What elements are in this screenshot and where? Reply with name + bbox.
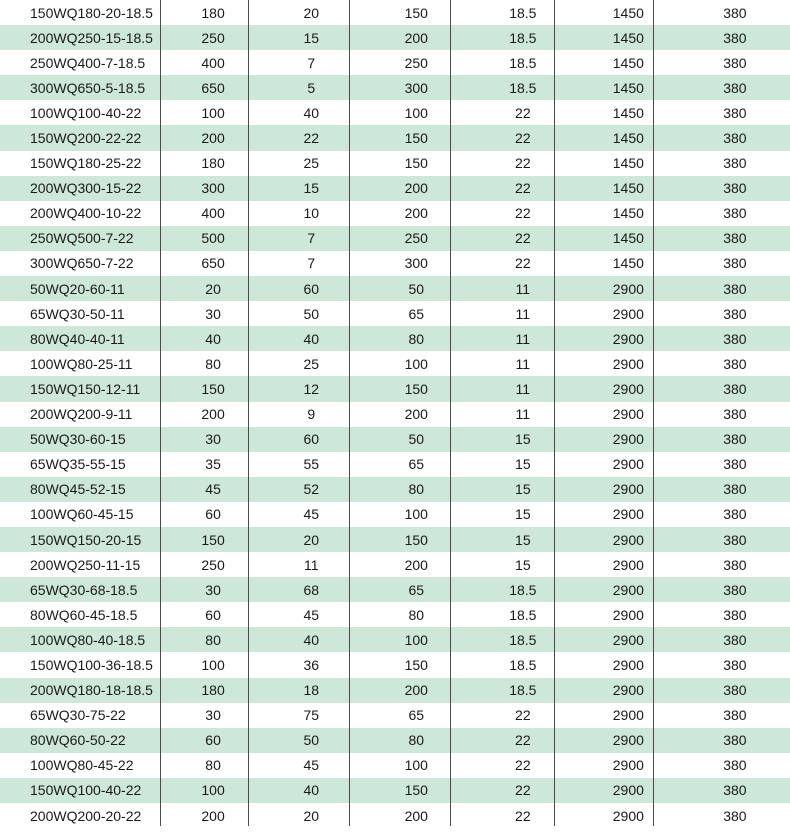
cell-head: 75 (303, 707, 320, 724)
cell-model: 65WQ30-68-18.5 (0, 577, 167, 602)
cell-speed: 2900 (612, 656, 644, 673)
cell-model: 100WQ80-45-22 (30, 757, 134, 774)
cell-head: 12 (259, 376, 364, 401)
cell-speed: 1450 (577, 125, 680, 150)
cell-flow: 300 (167, 176, 258, 201)
table-row (0, 703, 790, 728)
cell-outlet: 65 (364, 577, 469, 602)
cell-head: 36 (303, 656, 320, 673)
cell-voltage: 380 (723, 506, 747, 523)
cell-flow: 200 (201, 807, 225, 824)
cell-speed: 1450 (612, 205, 644, 222)
cell-voltage: 380 (723, 155, 747, 172)
cell-model: 100WQ60-45-15 (30, 506, 134, 523)
cell-voltage: 380 (723, 205, 747, 222)
cell-speed: 2900 (612, 757, 644, 774)
cell-speed: 2900 (612, 707, 644, 724)
cell-voltage: 380 (680, 326, 790, 351)
cell-head: 45 (303, 606, 320, 623)
cell-speed: 2900 (577, 678, 680, 703)
cell-voltage: 380 (680, 226, 790, 251)
cell-flow: 650 (167, 75, 258, 100)
cell-speed: 1450 (577, 226, 680, 251)
cell-voltage: 380 (680, 477, 790, 502)
cell-model: 200WQ400-10-22 (30, 205, 142, 222)
cell-voltage: 380 (680, 176, 790, 201)
cell-model: 65WQ30-50-11 (30, 305, 125, 322)
column-divider (248, 0, 249, 826)
table-row (0, 502, 790, 527)
cell-head: 68 (259, 577, 364, 602)
table-row (0, 627, 790, 652)
table-row (0, 753, 790, 778)
cell-power: 11 (469, 276, 577, 301)
cell-model: 50WQ20-60-11 (0, 276, 167, 301)
cell-speed: 2900 (577, 577, 680, 602)
cell-speed: 2900 (577, 627, 680, 652)
cell-model: 100WQ80-25-11 (30, 355, 133, 372)
cell-speed: 2900 (577, 376, 680, 401)
cell-flow: 30 (205, 707, 221, 724)
table-row (0, 652, 790, 677)
table-row (0, 477, 790, 502)
cell-head: 20 (303, 4, 320, 21)
cell-power: 11 (469, 326, 577, 351)
cell-head: 40 (303, 104, 320, 121)
cell-model: 250WQ500-7-22 (0, 226, 167, 251)
cell-speed: 2900 (612, 506, 644, 523)
cell-outlet: 80 (364, 728, 469, 753)
table-row (0, 50, 790, 75)
cell-flow: 250 (201, 556, 225, 573)
cell-head: 15 (259, 25, 364, 50)
cell-outlet: 200 (364, 25, 469, 50)
cell-flow: 45 (167, 477, 258, 502)
table-row (0, 226, 790, 251)
table-row (0, 728, 790, 753)
table-row (0, 778, 790, 803)
cell-voltage: 380 (680, 276, 790, 301)
table-row (0, 251, 790, 276)
cell-outlet: 200 (404, 406, 428, 423)
cell-voltage: 380 (680, 678, 790, 703)
cell-power: 22 (515, 104, 531, 121)
cell-outlet: 100 (404, 757, 428, 774)
cell-speed: 2900 (577, 427, 680, 452)
cell-outlet: 200 (404, 205, 428, 222)
cell-head: 40 (259, 778, 364, 803)
cell-outlet: 200 (364, 678, 469, 703)
cell-outlet: 150 (364, 527, 469, 552)
cell-head: 5 (259, 75, 364, 100)
table-row (0, 151, 790, 176)
cell-model: 65WQ35-55-15 (30, 456, 126, 473)
cell-model: 100WQ80-40-18.5 (0, 627, 167, 652)
cell-speed: 2900 (612, 807, 644, 824)
cell-model: 150WQ150-20-15 (0, 527, 167, 552)
cell-flow: 30 (167, 577, 258, 602)
cell-flow: 650 (201, 255, 225, 272)
cell-flow: 500 (167, 226, 258, 251)
cell-power: 18.5 (469, 25, 577, 50)
cell-voltage: 380 (680, 125, 790, 150)
cell-outlet: 80 (364, 326, 469, 351)
cell-speed: 2900 (612, 456, 644, 473)
cell-flow: 200 (201, 406, 225, 423)
cell-speed: 1450 (612, 104, 644, 121)
cell-power: 18.5 (509, 4, 537, 21)
cell-flow: 80 (205, 757, 221, 774)
cell-power: 22 (469, 176, 577, 201)
cell-power: 18.5 (469, 627, 577, 652)
column-divider (450, 0, 451, 826)
cell-head: 18 (259, 678, 364, 703)
cell-power: 18.5 (469, 75, 577, 100)
cell-head: 60 (259, 427, 364, 452)
cell-model: 80WQ60-45-18.5 (30, 606, 138, 623)
cell-flow: 30 (205, 305, 221, 322)
cell-power: 15 (469, 427, 577, 452)
cell-voltage: 380 (723, 255, 747, 272)
cell-model: 80WQ60-50-22 (0, 728, 167, 753)
cell-voltage: 380 (723, 104, 747, 121)
cell-speed: 2900 (577, 477, 680, 502)
cell-outlet: 200 (364, 176, 469, 201)
cell-power: 15 (515, 506, 531, 523)
cell-power: 11 (515, 406, 531, 423)
cell-flow: 150 (167, 527, 258, 552)
cell-model: 200WQ180-18-18.5 (0, 678, 167, 703)
table-row (0, 176, 790, 201)
cell-power: 11 (515, 305, 531, 322)
cell-voltage: 380 (723, 355, 747, 372)
table-row (0, 125, 790, 150)
cell-voltage: 380 (723, 305, 747, 322)
cell-flow: 80 (167, 627, 258, 652)
cell-head: 22 (259, 125, 364, 150)
cell-head: 45 (303, 757, 320, 774)
cell-outlet: 80 (364, 477, 469, 502)
cell-power: 22 (515, 205, 531, 222)
cell-power: 22 (469, 226, 577, 251)
cell-flow: 200 (167, 125, 258, 150)
cell-model: 150WQ150-12-11 (0, 376, 167, 401)
cell-speed: 2900 (612, 606, 644, 623)
table-row (0, 452, 790, 477)
cell-model: 150WQ100-36-18.5 (30, 656, 153, 673)
cell-speed: 2900 (577, 728, 680, 753)
cell-flow: 60 (205, 506, 221, 523)
cell-outlet: 150 (404, 656, 428, 673)
cell-flow: 100 (201, 656, 225, 673)
cell-flow: 40 (167, 326, 258, 351)
table-row (0, 301, 790, 326)
cell-voltage: 380 (680, 778, 790, 803)
column-divider (653, 0, 654, 826)
cell-voltage: 380 (723, 556, 747, 573)
cell-model: 200WQ250-15-18.5 (0, 25, 167, 50)
cell-flow: 250 (167, 25, 258, 50)
cell-voltage: 380 (723, 757, 747, 774)
cell-power: 22 (515, 707, 531, 724)
cell-outlet: 65 (408, 456, 425, 473)
cell-head: 45 (303, 506, 320, 523)
cell-head: 50 (303, 305, 320, 322)
cell-flow: 150 (167, 376, 258, 401)
cell-speed: 2900 (612, 305, 644, 322)
cell-head: 7 (259, 226, 364, 251)
cell-head: 11 (304, 556, 319, 573)
cell-outlet: 150 (404, 155, 428, 172)
cell-flow: 180 (201, 155, 225, 172)
cell-model: 80WQ45-52-15 (0, 477, 167, 502)
cell-head: 20 (303, 807, 320, 824)
cell-power: 15 (515, 556, 531, 573)
column-divider (160, 0, 161, 826)
cell-flow: 30 (167, 427, 258, 452)
table-row (0, 803, 790, 828)
cell-outlet: 100 (364, 627, 469, 652)
table-row (0, 402, 790, 427)
table-row (0, 376, 790, 401)
cell-voltage: 380 (680, 577, 790, 602)
cell-model: 150WQ200-22-22 (0, 125, 167, 150)
table-row (0, 201, 790, 226)
table-row (0, 351, 790, 376)
cell-power: 22 (469, 125, 577, 150)
cell-model: 100WQ100-40-22 (30, 104, 142, 121)
cell-flow: 60 (205, 606, 221, 623)
cell-outlet: 300 (364, 75, 469, 100)
cell-head: 50 (259, 728, 364, 753)
cell-head: 52 (259, 477, 364, 502)
cell-model: 200WQ200-9-11 (30, 406, 133, 423)
cell-outlet: 300 (404, 255, 428, 272)
cell-flow: 80 (205, 355, 221, 372)
cell-speed: 2900 (577, 527, 680, 552)
table-row (0, 0, 790, 25)
cell-power: 18.5 (469, 577, 577, 602)
cell-outlet: 150 (364, 778, 469, 803)
cell-voltage: 380 (680, 527, 790, 552)
cell-head: 10 (303, 205, 320, 222)
cell-power: 15 (515, 456, 531, 473)
cell-voltage: 380 (723, 406, 747, 423)
cell-power: 18.5 (509, 54, 537, 71)
column-divider (349, 0, 350, 826)
cell-head: 7 (307, 255, 316, 272)
cell-flow: 100 (167, 778, 258, 803)
cell-power: 11 (469, 376, 577, 401)
cell-flow: 400 (201, 54, 225, 71)
cell-head: 55 (303, 456, 320, 473)
cell-outlet: 250 (404, 54, 428, 71)
cell-speed: 2900 (612, 355, 644, 372)
cell-head: 20 (259, 527, 364, 552)
cell-outlet: 100 (404, 355, 428, 372)
cell-outlet: 150 (364, 376, 469, 401)
cell-outlet: 80 (408, 606, 425, 623)
cell-head: 15 (259, 176, 364, 201)
cell-flow: 60 (167, 728, 258, 753)
cell-outlet: 50 (364, 276, 469, 301)
cell-model: 80WQ40-40-11 (0, 326, 167, 351)
cell-power: 22 (515, 757, 531, 774)
cell-power: 18.5 (509, 656, 537, 673)
cell-flow: 180 (201, 4, 225, 21)
cell-head: 25 (303, 355, 320, 372)
cell-speed: 1450 (612, 54, 644, 71)
cell-voltage: 380 (680, 627, 790, 652)
cell-power: 18.5 (509, 606, 537, 623)
cell-outlet: 100 (404, 506, 428, 523)
cell-voltage: 380 (680, 728, 790, 753)
cell-flow: 400 (201, 205, 225, 222)
table-row (0, 527, 790, 552)
table-row (0, 577, 790, 602)
cell-outlet: 150 (364, 125, 469, 150)
cell-speed: 2900 (577, 276, 680, 301)
table-row (0, 678, 790, 703)
cell-voltage: 380 (680, 25, 790, 50)
cell-power: 22 (515, 807, 531, 824)
table-row (0, 326, 790, 351)
cell-flow: 35 (205, 456, 221, 473)
cell-head: 40 (259, 326, 364, 351)
cell-voltage: 380 (723, 656, 747, 673)
cell-outlet: 200 (404, 556, 428, 573)
cell-voltage: 380 (723, 456, 747, 473)
cell-head: 40 (259, 627, 364, 652)
table-row (0, 100, 790, 125)
cell-power: 18.5 (469, 678, 577, 703)
cell-flow: 20 (167, 276, 258, 301)
cell-outlet: 150 (404, 4, 428, 21)
cell-outlet: 250 (364, 226, 469, 251)
cell-power: 11 (515, 355, 531, 372)
cell-voltage: 380 (680, 75, 790, 100)
cell-head: 60 (259, 276, 364, 301)
cell-power: 15 (469, 527, 577, 552)
cell-outlet: 200 (404, 807, 428, 824)
cell-speed: 1450 (577, 176, 680, 201)
cell-model: 300WQ650-7-22 (30, 255, 134, 272)
cell-model: 150WQ180-25-22 (30, 155, 142, 172)
cell-power: 22 (515, 155, 531, 172)
cell-voltage: 380 (723, 606, 747, 623)
cell-speed: 1450 (612, 4, 644, 21)
cell-outlet: 100 (404, 104, 428, 121)
cell-model: 200WQ300-15-22 (0, 176, 167, 201)
cell-model: 300WQ650-5-18.5 (0, 75, 167, 100)
cell-outlet: 50 (364, 427, 469, 452)
table-row (0, 602, 790, 627)
cell-model: 150WQ100-40-22 (0, 778, 167, 803)
cell-model: 150WQ180-20-18.5 (30, 4, 153, 21)
page-bottom (0, 826, 790, 840)
cell-power: 22 (469, 728, 577, 753)
cell-speed: 1450 (612, 155, 644, 172)
cell-flow: 100 (201, 104, 225, 121)
cell-power: 15 (469, 477, 577, 502)
table-row (0, 25, 790, 50)
cell-outlet: 65 (408, 707, 425, 724)
cell-power: 22 (515, 255, 531, 272)
cell-model: 200WQ250-11-15 (30, 556, 141, 573)
cell-voltage: 380 (723, 4, 747, 21)
cell-speed: 1450 (577, 75, 680, 100)
cell-head: 7 (307, 54, 316, 71)
cell-voltage: 380 (723, 707, 747, 724)
cell-speed: 2900 (612, 406, 644, 423)
cell-head: 9 (307, 406, 316, 423)
cell-model: 200WQ200-20-22 (30, 807, 142, 824)
table-row (0, 276, 790, 301)
cell-model: 65WQ30-75-22 (30, 707, 126, 724)
cell-voltage: 380 (680, 427, 790, 452)
cell-voltage: 380 (680, 376, 790, 401)
cell-speed: 1450 (612, 255, 644, 272)
cell-flow: 180 (167, 678, 258, 703)
cell-speed: 1450 (577, 25, 680, 50)
cell-voltage: 380 (723, 54, 747, 71)
column-divider (554, 0, 555, 826)
cell-model: 50WQ30-60-15 (0, 427, 167, 452)
cell-head: 25 (303, 155, 320, 172)
cell-power: 22 (469, 778, 577, 803)
table-row (0, 552, 790, 577)
cell-model: 250WQ400-7-18.5 (30, 54, 146, 71)
cell-speed: 2900 (612, 556, 644, 573)
cell-voltage: 380 (723, 807, 747, 824)
cell-speed: 2900 (577, 326, 680, 351)
table-row (0, 75, 790, 100)
table-row (0, 427, 790, 452)
cell-speed: 2900 (577, 778, 680, 803)
cell-outlet: 65 (408, 305, 425, 322)
